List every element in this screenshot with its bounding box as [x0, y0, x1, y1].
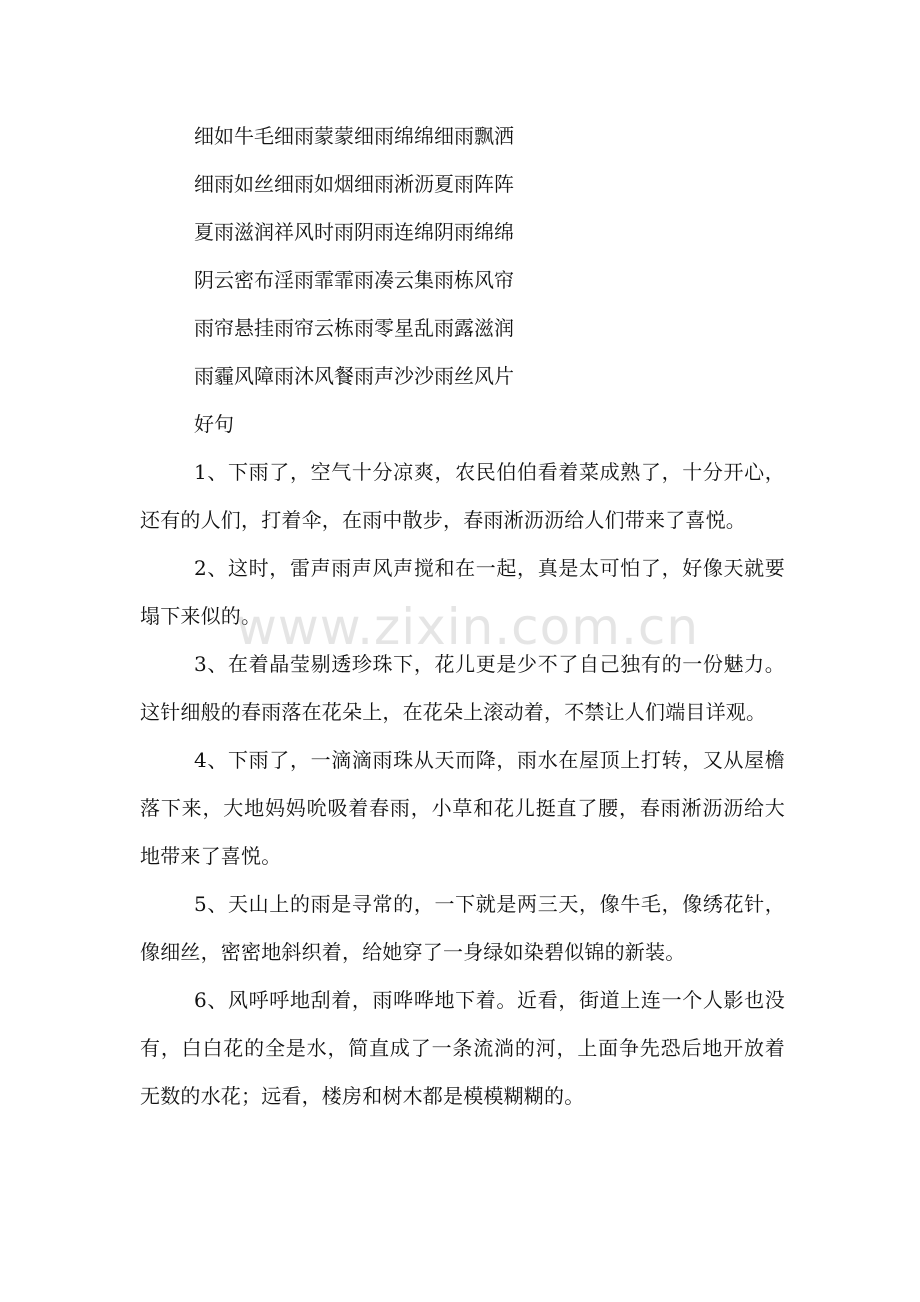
vocab-line: 阴云密布淫雨霏霏雨凑云集雨栋风帘 [194, 268, 514, 292]
sentence-paragraph: 1、下雨了，空气十分凉爽，农民伯伯看着菜成熟了，十分开心，还有的人们，打着伞，在雨中散步，春雨淅沥沥给人们带来了喜悦。 [140, 460, 785, 532]
sentence-paragraph: 2、这时，雷声雨声风声搅和在一起，真是太可怕了，好像天就要塌下来似的。 [140, 556, 785, 628]
section-heading: 好句 [194, 412, 234, 436]
sentence-paragraph: 4、下雨了，一滴滴雨珠从天而降，雨水在屋顶上打转，又从屋檐落下来，大地妈妈吮吸着春雨，小草和花儿挺直了腰，春雨淅沥沥给大地带来了喜悦。 [140, 748, 785, 868]
vocab-line: 细雨如丝细雨如烟细雨淅沥夏雨阵阵 [194, 172, 514, 196]
sentence-paragraph: 3、在着晶莹剔透珍珠下，花儿更是少不了自己独有的一份魅力。这针细般的春雨落在花朵上，在花朵上滚动着，不禁让人们端目详观。 [140, 652, 785, 724]
vocab-line: 夏雨滋润祥风时雨阴雨连绵阴雨绵绵 [194, 220, 514, 244]
vocab-line: 细如牛毛细雨蒙蒙细雨绵绵细雨飘洒 [194, 124, 514, 148]
vocab-line: 雨帘悬挂雨帘云栋雨零星乱雨露滋润 [194, 316, 514, 340]
sentence-paragraph: 6、风呼呼地刮着，雨哗哗地下着。近看，街道上连一个人影也没有，白白花的全是水，简直成了一条流淌的河，上面争先恐后地开放着无数的水花；远看，楼房和树木都是模模糊糊的。 [140, 988, 785, 1108]
sentence-paragraph: 5、天山上的雨是寻常的，一下就是两三天，像牛毛，像绣花针，像细丝，密密地斜织着，给她穿了一身绿如染碧似锦的新装。 [140, 892, 785, 964]
watermark: www.zixin.com.cn [236, 598, 700, 656]
vocab-line: 雨霾风障雨沐风餐雨声沙沙雨丝风片 [194, 364, 514, 388]
document-body [140, 112, 785, 1120]
